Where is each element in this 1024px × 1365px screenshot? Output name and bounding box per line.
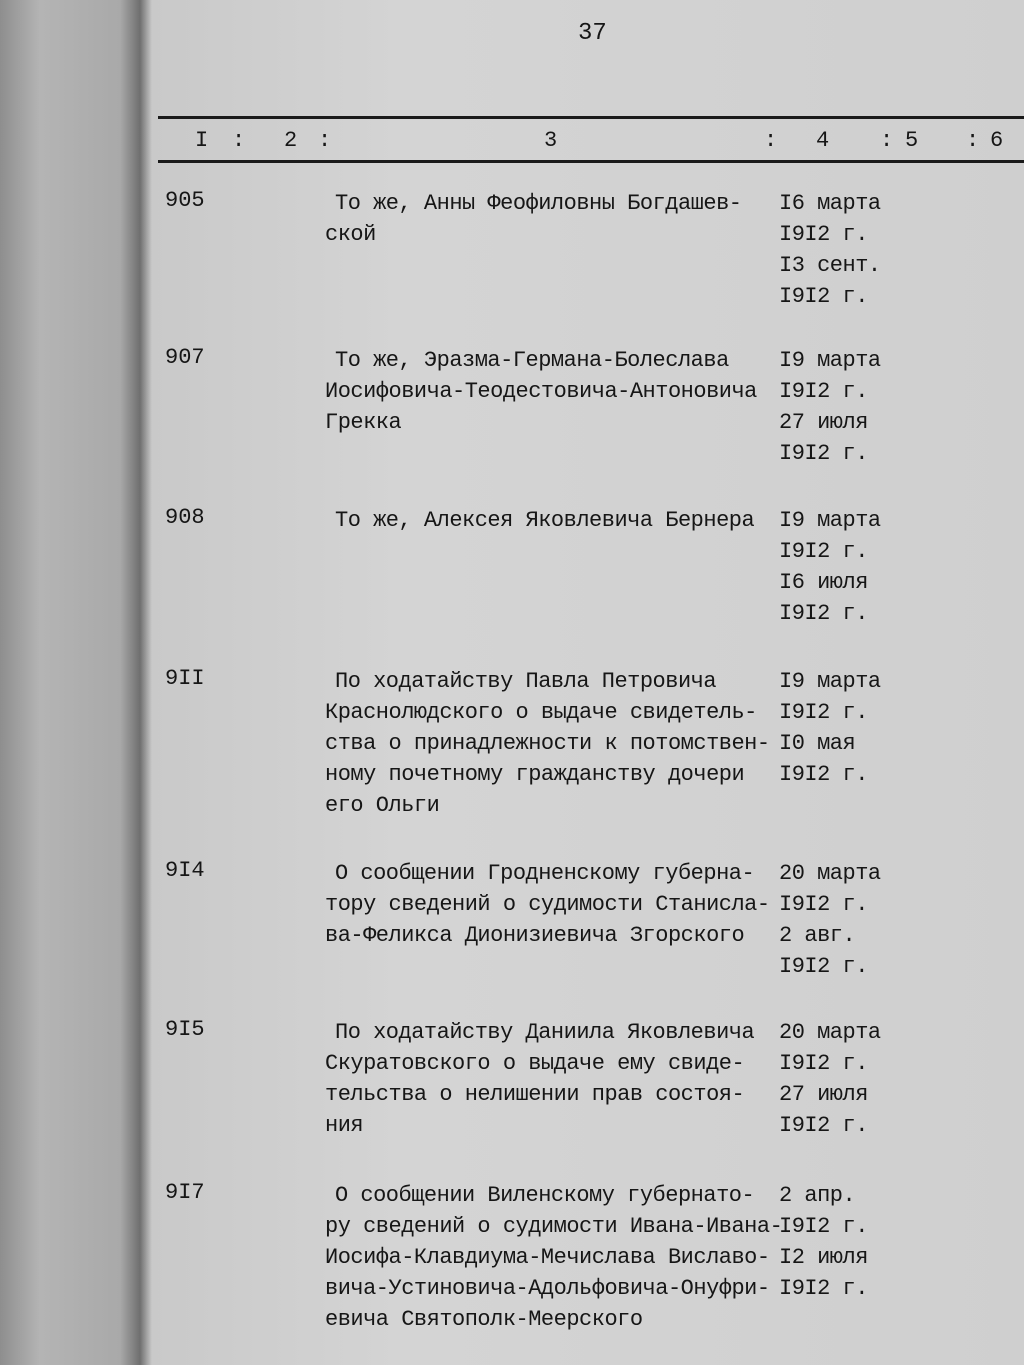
entry-description — [325, 188, 741, 250]
description-line: его Ольги — [325, 793, 440, 818]
date-line: I9I2 г. — [779, 954, 868, 979]
header-col-2: 2 — [284, 128, 298, 153]
description-line: ва-Феликса Дионизиевича Згорского — [325, 923, 745, 948]
date-line: I9I2 г. — [779, 379, 868, 404]
entry-number: 905 — [165, 188, 205, 213]
date-line: I9I2 г. — [779, 441, 868, 466]
entry-dates — [779, 188, 881, 312]
description-line: Скуратовского о выдаче ему свиде- — [325, 1051, 745, 1076]
date-line: I9I2 г. — [779, 1276, 868, 1301]
description-line: О сообщении Гродненскому губерна- — [335, 861, 755, 886]
date-line: I9 марта — [779, 508, 881, 533]
date-line: I9I2 г. — [779, 700, 868, 725]
header-sep: : — [232, 128, 246, 153]
date-line: 2 апр. — [779, 1183, 856, 1208]
description-line: По ходатайству Даниила Яковлевича — [335, 1020, 755, 1045]
entry-number: 9II — [165, 666, 205, 691]
description-line: ному почетному гражданству дочери — [325, 762, 745, 787]
date-line: I9I2 г. — [779, 284, 868, 309]
description-line: ской — [325, 222, 376, 247]
description-line: ру сведений о судимости Ивана-Ивана- — [325, 1214, 783, 1239]
description-line: вича-Устиновича-Адольфовича-Онуфри- — [325, 1276, 770, 1301]
description-line: евича Святополк-Меерского — [325, 1307, 643, 1332]
date-line: 27 июля — [779, 410, 868, 435]
entry-description — [325, 505, 754, 536]
date-line: I9I2 г. — [779, 892, 868, 917]
header-sep: : — [880, 128, 894, 153]
date-line: I9I2 г. — [779, 1214, 868, 1239]
header-sep: : — [966, 128, 980, 153]
entry-description — [325, 858, 770, 951]
entry-description — [325, 1180, 782, 1335]
header-col-1: I — [195, 128, 209, 153]
date-line: I3 сент. — [779, 253, 881, 278]
date-line: 2 авг. — [779, 923, 856, 948]
entry-dates — [779, 1180, 868, 1304]
entry-number: 908 — [165, 505, 205, 530]
description-line: Грекка — [325, 410, 402, 435]
header-col-5: 5 — [905, 128, 919, 153]
date-line: I2 июля — [779, 1245, 868, 1270]
page-number: 37 — [578, 20, 607, 47]
date-line: I9 марта — [779, 669, 881, 694]
header-col-6: 6 — [990, 128, 1004, 153]
entry-dates — [779, 345, 881, 469]
description-line: Иосифовича-Теодестовича-Антоновича — [325, 379, 757, 404]
description-line: ния — [325, 1113, 364, 1138]
entry-description — [325, 1017, 754, 1141]
date-line: 27 июля — [779, 1082, 868, 1107]
date-line: I0 мая — [779, 731, 856, 756]
table-header-rule — [158, 160, 1024, 163]
description-line: Иосифа-Клавдиума-Мечислава Виславо- — [325, 1245, 770, 1270]
table-top-rule — [158, 116, 1024, 119]
entry-number: 9I7 — [165, 1180, 205, 1205]
date-line: I9I2 г. — [779, 1051, 868, 1076]
description-line: То же, Анны Феофиловны Богдашев- — [335, 191, 742, 216]
entry-dates — [779, 505, 881, 629]
date-line: I6 марта — [779, 191, 881, 216]
description-line: То же, Алексея Яковлевича Бернера — [335, 508, 755, 533]
date-line: I9I2 г. — [779, 539, 868, 564]
date-line: I6 июля — [779, 570, 868, 595]
date-line: 20 марта — [779, 861, 881, 886]
description-line: тору сведений о судимости Станисла- — [325, 892, 770, 917]
entry-number: 907 — [165, 345, 205, 370]
entry-dates — [779, 1017, 881, 1141]
date-line: I9 марта — [779, 348, 881, 373]
header-sep: : — [764, 128, 778, 153]
entry-description — [325, 345, 757, 438]
date-line: I9I2 г. — [779, 222, 868, 247]
entry-dates — [779, 858, 881, 982]
entry-number: 9I4 — [165, 858, 205, 883]
date-line: I9I2 г. — [779, 601, 868, 626]
entry-description — [325, 666, 770, 821]
date-line: I9I2 г. — [779, 1113, 868, 1138]
date-line: I9I2 г. — [779, 762, 868, 787]
description-line: ства о принадлежности к потомствен- — [325, 731, 770, 756]
description-line: По ходатайству Павла Петровича — [335, 669, 717, 694]
entry-number: 9I5 — [165, 1017, 205, 1042]
description-line: О сообщении Виленскому губернато- — [335, 1183, 755, 1208]
description-line: Краснолюдского о выдаче свидетель- — [325, 700, 757, 725]
header-col-4: 4 — [816, 128, 830, 153]
header-sep: : — [318, 128, 332, 153]
description-line: тельства о нелишении прав состоя- — [325, 1082, 745, 1107]
date-line: 20 марта — [779, 1020, 881, 1045]
header-col-3: 3 — [544, 128, 558, 153]
description-line: То же, Эразма-Германа-Болеслава — [335, 348, 729, 373]
entry-dates — [779, 666, 881, 790]
